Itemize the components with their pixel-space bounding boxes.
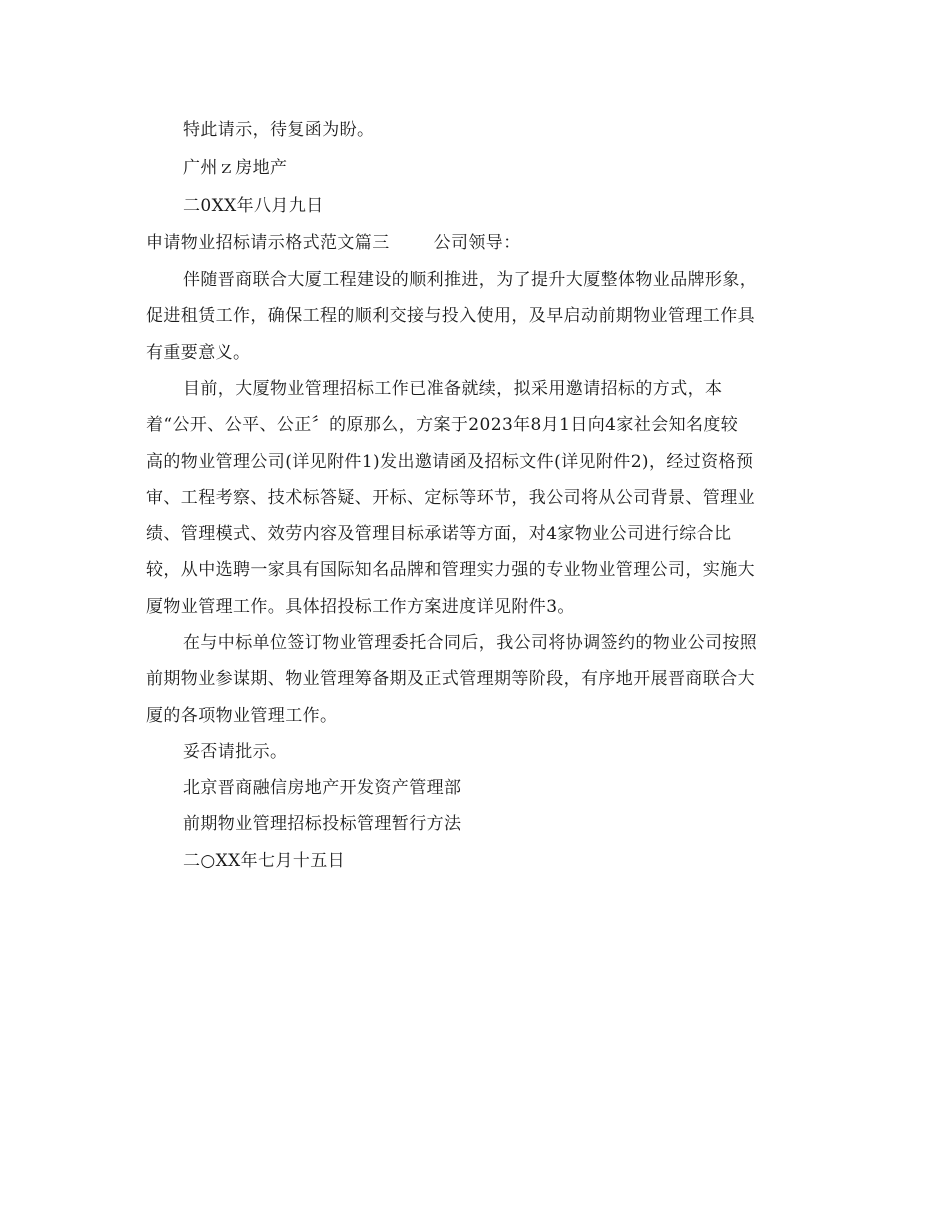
paragraph-3-line-2: 前期物业参谋期、物业管理筹备期及正式管理期等阶段，有序地开展晋商联合大	[146, 669, 755, 689]
paragraph-2-line-5: 绩、管理模式、效劳内容及管理目标承诺等方面，对4家物业公司进行综合比	[146, 524, 732, 544]
paragraph-2-line-2: 着“公开、公平、公正〞的原那么，方案于2023年8月1日向4家社会知名度较	[146, 415, 739, 435]
paragraph-2-line-3: 高的物业管理公司(详见附件1)发出邀请函及招标文件(详见附件2)，经过资格预	[146, 452, 754, 472]
salutation: 公司领导：	[433, 233, 521, 253]
paragraph-2-line-6: 较，从中选聘一家具有国际知名品牌和管理实力强的专业物业管理公司，实施大	[146, 560, 755, 580]
section-heading-row	[146, 231, 521, 255]
approval-request-line: 妥否请批示。	[183, 742, 288, 762]
attachment-title-line: 前期物业管理招标投标管理暂行方法	[183, 814, 462, 834]
paragraph-1-line-3: 有重要意义。	[146, 343, 251, 363]
issuer-line: 北京晋商融信房地产开发资产管理部	[183, 778, 462, 798]
closing-request-line: 特此请示，待复函为盼。	[183, 120, 375, 140]
sender-line: 广州ｚ房地产	[183, 158, 288, 178]
paragraph-2-line-4: 审、工程考察、技术标答疑、开标、定标等环节，我公司将从公司背景、管理业	[146, 488, 755, 508]
paragraph-2-line-7: 厦物业管理工作。具体招投标工作方案进度详见附件3。	[146, 597, 575, 617]
paragraph-2-line-1: 目前，大厦物业管理招标工作已准备就续，拟采用邀请招标的方式，本	[183, 379, 723, 399]
paragraph-3-line-1: 在与中标单位签订物业管理委托合同后，我公司将协调签约的物业公司按照	[183, 633, 758, 653]
paragraph-1-line-1: 伴随晋商联合大厦工程建设的顺利推进，为了提升大厦整体物业品牌形象，	[183, 270, 758, 290]
paragraph-1-line-2: 促进租赁工作，确保工程的顺利交接与投入使用，及早启动前期物业管理工作具	[146, 306, 755, 326]
date-line: 二0XX年八月九日	[183, 196, 324, 216]
section-heading: 申请物业招标请示格式范文篇三	[146, 233, 390, 253]
paragraph-3-line-3: 厦的各项物业管理工作。	[146, 706, 338, 726]
closing-date-line: 二○XX年七月十五日	[183, 851, 346, 871]
